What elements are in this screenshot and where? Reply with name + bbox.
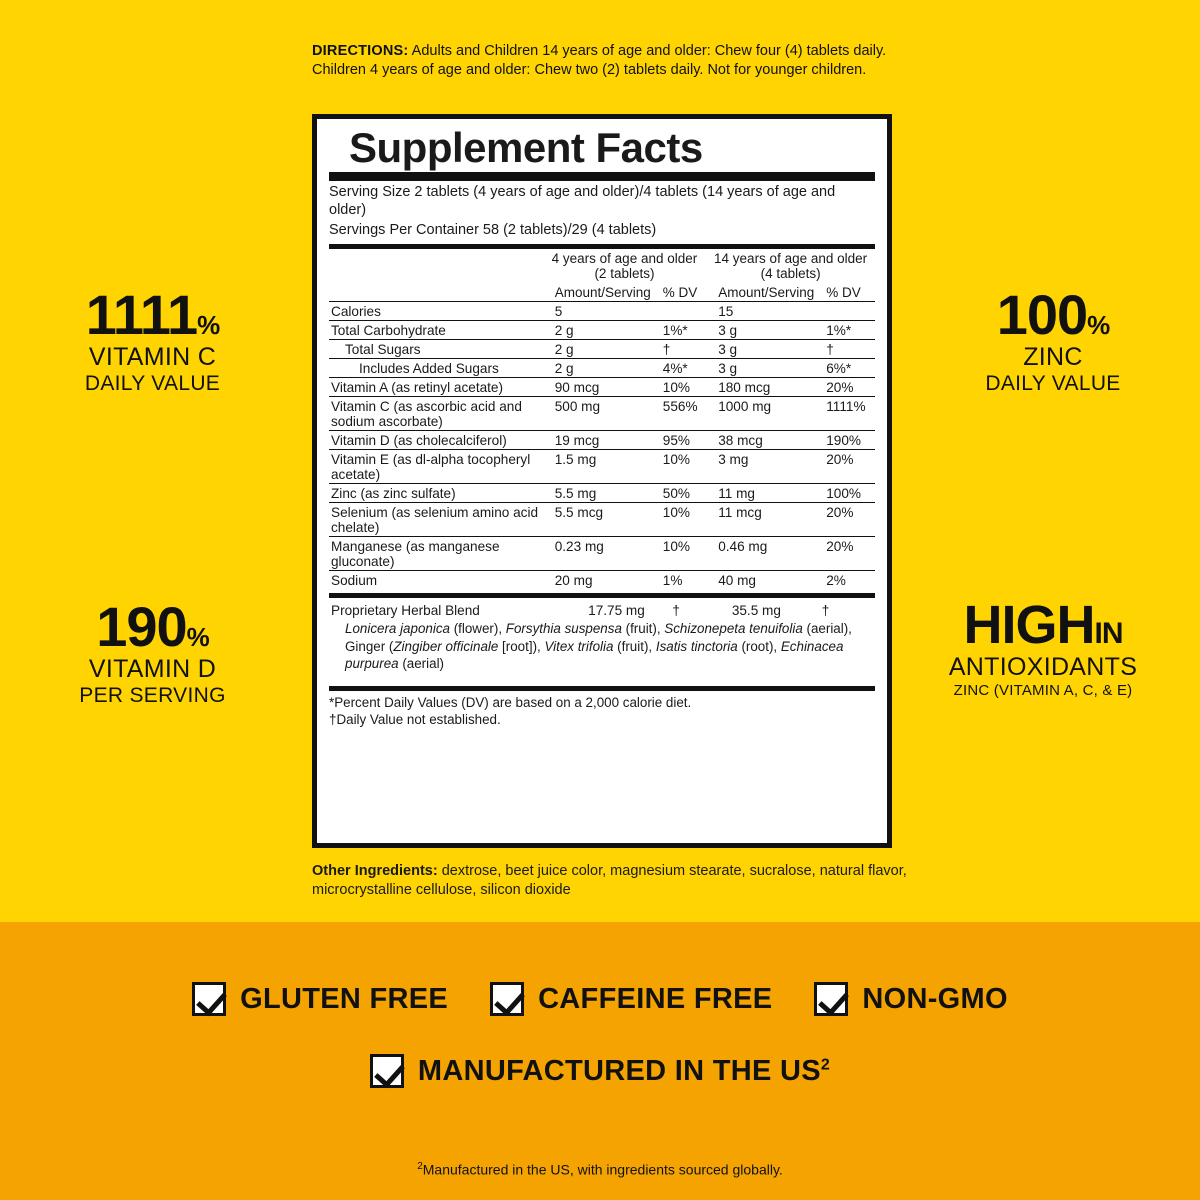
nutrient-amount-left: 0.23 mg [543,537,653,571]
checkbox-icon [490,982,524,1016]
band-footnote [0,1161,1200,1178]
column-header-dv-left: % DV [653,283,706,302]
nutrient-name: Manganese (as manganese gluconate) [329,537,543,571]
serving-size: Serving Size 2 tablets (4 years of age and older)/4 tablets (14 years of age and older) [329,184,836,218]
badge-label: NON-GMO [862,982,1008,1015]
checkbox-icon [192,982,226,1016]
blend-amount-left: 17.75 mg [588,602,645,618]
badge-label-superscript: 2 [820,1055,831,1073]
nutrient-amount-left: 5 [543,302,653,321]
column-header-blank [329,283,543,302]
callout-vitamin-c-line2: DAILY VALUE [84,371,221,395]
supplement-facts-panel [312,114,892,848]
table-row [329,378,875,397]
nutrient-name: Total Sugars [329,340,543,359]
nutrient-dv-left: 4%* [653,359,706,378]
nutrient-dv-right [816,302,875,321]
rule-above-blend [329,593,875,598]
nutrient-amount-right: 180 mcg [706,378,816,397]
nutrient-amount-left: 2 g [543,359,653,378]
table-row [329,431,875,450]
supplement-facts-title: Supplement Facts [349,124,703,171]
claims-row-2 [0,1054,1200,1088]
nutrient-dv-left [653,302,706,321]
nutrient-name: Zinc (as zinc sulfate) [329,484,543,503]
callout-vitamin-d-line1: VITAMIN D [88,655,217,684]
footnote-dagger: †Daily Value not established. [329,712,501,728]
badge-label-wrapper [418,1055,830,1088]
callout-zinc-number: 100 [996,283,1088,346]
column-header-amount-left: Amount/Serving [543,283,653,302]
checkbox-icon [370,1054,404,1088]
group-header-left [543,249,706,283]
nutrient-amount-right: 11 mg [706,484,816,503]
badge-label: CAFFEINE FREE [538,982,773,1015]
nutrient-dv-right: 20% [816,450,875,484]
other-ingredients-label: Other Ingredients: [312,863,438,879]
nutrient-name: Vitamin C (as ascorbic acid and sodium ascorbate) [329,397,543,431]
badge-caffeine-free [490,982,772,1016]
other-ingredients [312,862,912,900]
table-row [329,503,875,537]
group-header-left-line1: 4 years of age and older [551,250,698,266]
table-row [329,302,875,321]
column-header-dv-right: % DV [816,283,875,302]
nutrient-name: Calories [329,302,543,321]
callout-antioxidants [898,595,1188,699]
callout-zinc-line1: ZINC [1023,343,1083,372]
table-row [329,537,875,571]
nutrient-name: Vitamin A (as retinyl acetate) [329,378,543,397]
nutrient-dv-left: 1% [662,572,683,588]
blend-name: Proprietary Herbal Blend [331,602,480,618]
blend-dv-right: † [821,602,830,618]
rule-under-title [329,172,875,181]
directions-label: DIRECTIONS: [312,43,409,59]
nutrient-amount-right: 3 g [706,359,816,378]
callout-vitamin-d-value [30,595,275,658]
nutrient-amount-right: 38 mcg [706,431,816,450]
nutrient-amount-right: 40 mg [718,572,756,588]
nutrient-dv-left: 10% [653,378,706,397]
table-row [329,397,875,431]
band-footnote-text: Manufactured in the US, with ingredients sourced globally. [422,1162,783,1178]
badge-label: MANUFACTURED IN THE US [417,1054,821,1087]
nutrient-amount-right: 3 g [706,340,816,359]
proprietary-blend-table [329,601,875,619]
nutrient-name: Selenium (as selenium amino acid chelate) [329,503,543,537]
claims-row-1 [0,982,1200,1016]
table-row [329,484,875,503]
callout-zinc-suffix: % [1087,310,1110,340]
nutrient-amount-left: 90 mcg [543,378,653,397]
callout-vitamin-d [30,595,275,708]
nutrient-amount-left: 2 g [543,321,653,340]
footnote-daily-values: *Percent Daily Values (DV) are based on a 2,000 calorie diet. [329,695,692,711]
nutrient-dv-right: 20% [816,537,875,571]
nutrient-amount-left: 20 mg [554,572,593,588]
nutrient-dv-left: 50% [653,484,706,503]
column-header-amount-right: Amount/Serving [706,283,816,302]
nutrient-dv-left: 10% [653,450,706,484]
callout-zinc-line2: DAILY VALUE [985,371,1121,395]
callout-vitamin-c-number: 1111 [85,283,198,346]
callout-vitamin-c-suffix: % [197,310,220,340]
nutrient-dv-right: 1111% [816,397,875,431]
badge-non-gmo [814,982,1007,1016]
directions-body: Adults and Children 14 years of age and older: Chew four (4) tablets daily. Children 4 years of age and older: Chew two (2) tablets daily. Not for younger children. [312,43,887,78]
nutrient-dv-right: 1%* [816,321,875,340]
group-header-right-line2: (4 tablets) [760,266,821,282]
nutrient-amount-right: 3 g [706,321,816,340]
nutrient-amount-left: 500 mg [543,397,653,431]
nutrient-dv-right: † [816,340,875,359]
callout-vitamin-c-line1: VITAMIN C [88,343,217,372]
table-row [329,340,875,359]
callout-zinc-value [928,283,1178,346]
blend-dv-left: † [672,602,680,618]
nutrient-dv-left: 556% [653,397,706,431]
badge-manufactured-in-us [370,1054,830,1088]
nutrient-name: Total Carbohydrate [329,321,543,340]
nutrient-dv-left: 10% [653,503,706,537]
table-row [329,359,875,378]
callout-vitamin-c-value [30,283,275,346]
nutrient-dv-right: 20% [816,503,875,537]
nutrient-name: Includes Added Sugars [329,359,543,378]
nutrient-amount-right: 1000 mg [706,397,816,431]
nutrient-dv-left: † [653,340,706,359]
table-row [329,450,875,484]
group-header-right-line1: 14 years of age and older [714,250,868,266]
nutrient-name: Vitamin D (as cholecalciferol) [329,431,543,450]
callout-zinc [928,283,1178,396]
nutrient-amount-right: 11 mcg [706,503,816,537]
callout-antioxidants-word: HIGH [963,595,1095,655]
nutrient-dv-right: 6%* [816,359,875,378]
other-ingredients-body: dextrose, beet juice color, magnesium stearate, sucralose, natural flavor, microcrystalline cellulose, silicon dioxide [312,863,907,898]
nutrient-dv-left: 1%* [653,321,706,340]
callout-vitamin-d-line2: PER SERVING [79,683,226,707]
table-column-header-row [329,283,875,302]
callout-antioxidants-line1: ANTIOXIDANTS [948,653,1138,682]
badge-gluten-free [192,982,448,1016]
nutrient-amount-right: 0.46 mg [706,537,816,571]
callout-antioxidants-value [898,595,1188,655]
nutrient-dv-left: 95% [653,431,706,450]
checkbox-icon [814,982,848,1016]
nutrient-amount-left: 19 mcg [543,431,653,450]
callout-vitamin-d-number: 190 [96,595,187,658]
table-row [329,571,875,590]
nutrient-dv-right: 20% [816,378,875,397]
group-header-right [706,249,875,283]
table-row [329,321,875,340]
table-group-header-row [329,249,875,283]
band-footnote-superscript: 2 [417,1161,423,1173]
nutrient-dv-left: 10% [653,537,706,571]
nutrient-amount-left: 2 g [543,340,653,359]
nutrient-dv-right: 2% [826,572,846,588]
nutrient-name: Vitamin E (as dl-alpha tocopheryl acetate) [329,450,543,484]
nutrient-dv-right: 190% [816,431,875,450]
claims-band [0,922,1200,1200]
nutrient-amount-left: 5.5 mcg [543,503,653,537]
nutrient-amount-left: 5.5 mg [543,484,653,503]
callout-vitamin-c [30,283,275,396]
badge-label: GLUTEN FREE [240,982,449,1015]
directions-text [312,42,892,79]
nutrient-name: Sodium [331,572,378,588]
blend-amount-right: 35.5 mg [731,602,781,618]
callout-antioxidants-suffix: IN [1094,617,1123,650]
nutrient-amount-left: 1.5 mg [543,450,653,484]
callout-antioxidants-line2: ZINC (VITAMIN A, C, & E) [953,681,1133,699]
callout-vitamin-d-suffix: % [186,622,209,652]
blend-row [329,601,875,619]
nutrient-amount-right: 3 mg [706,450,816,484]
blend-ingredients: Lonicera japonica (flower), Forsythia suspensa (fruit), Schizonepeta tenuifolia (aerial), Ginger (Zingiber officinale [root]), Vitex trifolia (fruit), Isatis tinctoria (root), Echinacea purpurea (aerial) [345,621,852,671]
nutrient-dv-right: 100% [816,484,875,503]
group-header-left-line2: (2 tablets) [594,266,655,282]
servings-per-container: Servings Per Container 58 (2 tablets)/29 (4 tablets) [329,222,657,239]
spacer-cell [329,249,543,283]
nutrient-amount-right: 15 [706,302,816,321]
supplement-facts-table [329,249,875,589]
